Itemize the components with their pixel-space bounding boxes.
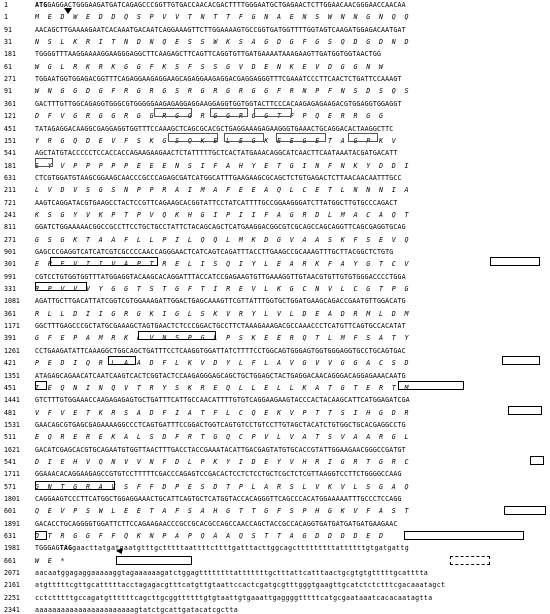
row-position-number: 661: [4, 556, 16, 565]
amino-acid-text: P E D I Q R L A A D F L K V D Y L F L A V G V V G G A C S D: [35, 359, 411, 368]
nucleotide-sequence-row: [0, 50, 550, 58]
row-position-number: 901: [4, 248, 16, 256]
row-position-number: 1531: [4, 420, 20, 429]
rg-motif-box: [35, 158, 53, 167]
amino-acid-text: W E *: [35, 556, 67, 565]
row-position-number: 91: [4, 25, 12, 34]
motif-IV-box-2: [35, 481, 115, 490]
utr-text: gaacttatgatgaatgtttgctttttaattttcttttgatttacttggcagctttttttttattttttgtgatgattg: [72, 544, 410, 553]
row-position-number: 151: [4, 136, 16, 145]
row-position-number: 811: [4, 223, 16, 232]
protein-sequence-row: [0, 458, 550, 466]
nucleotide-sequence-row: [0, 421, 550, 429]
row-position-number: 31: [4, 38, 12, 47]
amino-acid-text: G S G K T A A F L L P I L Q Q L M K D G V A A S K F S E V Q: [35, 235, 411, 244]
row-position-number: 2251: [4, 593, 20, 602]
motif-II-box: [35, 381, 47, 390]
row-position-number: 121: [4, 112, 16, 121]
row-position-number: 571: [4, 482, 16, 491]
nucleotide-text: GGATCTGGAAAAACGGCCGCCTTCCTGCTGCCTATTCTACAGCAGCTCATGAAGGACGGCGTCGCAGCCAGCAGGTTCAGCGAGGTGCAG: [35, 223, 406, 232]
row-position-number: 271: [4, 235, 16, 244]
amino-acid-text: Q E V P S W L E E T A F S A H G T T G F S P H G K V F A S T: [35, 507, 411, 516]
nucleotide-text: aacaatggagaggaaaaaggtagaaaaaagatctggagttttttttatttttttgctttattcatttaactgcgtgtgtttttgcatttta: [35, 569, 429, 578]
nucleotide-text: CGTCCTGTGGTGGTTTATGGAGGTACAAGCACAGGATTTACCATCCGAGAAGTGTTGAAAGGTTGTAACGTGTTGTGTGGGACCCCTGGA: [35, 272, 406, 281]
amino-acid-text: K S G Y V K P T P V Q K H G I P I I F A G R D L M A C A Q T: [35, 210, 411, 219]
amino-acid-text: W N G G D G F R G R G S R G R G R G G F R N P F N S D S Q S: [35, 87, 411, 96]
amino-acid-text: V F V E T K R S A D F I A T F L C Q E K V P T T S I H G D R: [35, 408, 411, 417]
rgg-motif-box: [276, 133, 326, 142]
row-position-number: 631: [4, 173, 16, 182]
row-position-number: 481: [4, 408, 16, 417]
nucleotide-text: AACAGCTTGAAAAGAATCACAAATGACAATCAGGAAAGTTCTTGGAAAAGTGCCGGTGATGGTTTTGGTAGTCAAGATGGAGACAATGAT: [35, 25, 406, 34]
coding-end-text: TGGGAG: [35, 544, 60, 553]
nucleotide-text: aaaaaaaaaaaaaaaaaaaaaaagtatctgcattgatacatcgctta: [35, 606, 239, 614]
nucleotide-text: AGCTATGTACCCCCTCCACCACCAGAAGAAGAACTCTATTTTTGCTCACTATGAAACAGGCATCAACTTCAATAAATACGATGACATT: [35, 149, 398, 158]
protein-sequence-row: [0, 409, 550, 417]
nucleotide-sequence-row: [0, 26, 550, 34]
protein-sequence-row: [0, 38, 550, 46]
row-position-number: 1: [4, 13, 8, 22]
motif-VI-box: [404, 531, 524, 540]
nucleotide-text: GTCTTTGTGGAAACCAAGAGAGAGTGCTGATTTCATTGCCAACATTTTGTGTCAGGAAGAAGTACCCACTACAAGCATTCATGGAGATCGA: [35, 396, 410, 405]
row-position-number: 2341: [4, 606, 20, 614]
row-position-number: 1711: [4, 470, 20, 479]
row-position-number: 451: [4, 383, 16, 392]
nucleotide-sequence-row: [0, 174, 550, 182]
nucleotide-text: [35, 544, 409, 552]
row-position-number: 721: [4, 198, 16, 207]
row-position-number: 1081: [4, 297, 20, 306]
nucleotide-sequence-row: [0, 446, 550, 454]
row-position-number: 331: [4, 285, 16, 294]
nucleotide-text: GACTTTGTTGGCAGAGGTGGGCGTGGGGGAAGAGAGGAGGAAGGAGGTGGTGGTACTTCCCACAAGAGAGAAGACGTGGAGGTGGAGGT: [35, 99, 402, 108]
utr-sequence-row: [0, 606, 550, 614]
nucleotide-sequence-row: [0, 149, 550, 157]
motif-I-box-start: [490, 257, 540, 266]
coding-sequence-text: GAGGACTGGGAAGATGATCAGAGCCCGGTTGTGACCAACACGACTTTTGGGAATGCTGAGAACTCTTGGAACAACGGGAACCAACAA: [47, 1, 406, 9]
protein-sequence-row: [0, 186, 550, 194]
row-position-number: 241: [4, 210, 16, 219]
rg-motif-box: [154, 108, 192, 117]
amino-acid-text: N S L K R I T N D N Q E S S W K S A G D G F G S Q D G D N D: [35, 38, 411, 47]
row-position-number: 511: [4, 433, 16, 442]
motif-sw-box: [116, 556, 192, 565]
row-position-number: 301: [4, 260, 16, 269]
amino-acid-text: W G L R K R K G G F K S F S S G V D E N K E V D G G N W: [35, 62, 386, 71]
utr-sequence-row: [0, 594, 550, 602]
motif-dead-box: [398, 381, 464, 390]
polyadenylation-signal-box: [450, 556, 490, 565]
protein-sequence-row: [0, 63, 550, 71]
protein-sequence-row: [0, 359, 550, 367]
row-position-number: 1621: [4, 445, 20, 454]
amino-acid-text: D F V G R G G R G G R G G R G G R G G T F P Q E R R G G: [35, 112, 386, 121]
rgg-motif-box: [168, 133, 218, 142]
row-position-number: 451: [4, 124, 16, 133]
row-position-number: 991: [4, 272, 16, 281]
rgg-motif-box: [224, 133, 264, 142]
nucleotide-sequence-row: [0, 1, 550, 9]
row-position-number: 1441: [4, 396, 20, 405]
nucleotide-text: ATAGAGCAGAACATCAATCAAGTCACTCGGTACTCCAAGAGGGAGCAGCTGCTGGAGCTACTGAGGACAACAGGGACAGGAGAAACAATG: [35, 371, 406, 380]
row-position-number: 1351: [4, 371, 20, 380]
nucleotide-text: GAACAGCGTGAGCGAGAAAAGGCCCTCAGTGATTTCCGGACTGGTCAGTGTCCTGTCCTTGTAGCTACATCTGTGGCTGCACGAGGCCTG: [35, 420, 406, 429]
amino-acid-text: I E Q N I N Q V T R Y S K R E Q L L E L L K A T G T E R T M: [35, 383, 411, 392]
stop-codon: TAG: [59, 544, 73, 553]
row-position-number: 1801: [4, 495, 20, 503]
nucleotide-sequence-row: [0, 544, 550, 552]
row-position-number: 541: [4, 457, 16, 466]
nucleotide-text: atgtttttcgttgcatttttacctagagacgtttcatgttgtaattccactcgatgcgtttgggtgaagttgcatctctctttcgacaaatagct: [35, 581, 446, 590]
row-position-number: 421: [4, 359, 16, 368]
nucleotide-sequence-row: [0, 495, 550, 503]
utr-sequence-row: [0, 569, 550, 577]
motif-Ia-box: [138, 331, 216, 340]
amino-acid-text: S Y V P P P P P E E E N S I F A H Y E T G I N F N K Y D D I: [35, 161, 411, 170]
nucleotide-sequence-row: [0, 273, 550, 281]
start-codon: ATG: [35, 1, 48, 9]
row-position-number: 181: [4, 50, 16, 59]
row-position-number: 271: [4, 75, 16, 84]
motif-V-box: [504, 506, 546, 515]
row-position-number: 91: [4, 87, 12, 96]
row-position-number: 2161: [4, 581, 20, 590]
nucleotide-sequence-row: [0, 125, 550, 133]
rgg-motif-box: [348, 133, 378, 142]
amino-acid-text: G N T G R A V S F F D P E S D T P L A R S L V K V L S G A Q: [35, 482, 411, 491]
nucleotide-text: GACATCGAGCACGTGCAGAATGTGGTTAACTTTGACCTACCGAAATACATTGACGAGTATGTGCACCGTATTGGAAGAACGGGCCGATGT: [35, 445, 406, 454]
nucleotide-sequence-row: [0, 199, 550, 207]
motif-III-box: [508, 406, 542, 415]
utr-sequence-row: [0, 581, 550, 589]
nucleotide-text: [35, 1, 406, 9]
protein-sequence-row: [0, 236, 550, 244]
nucleotide-sequence-row: [0, 322, 550, 330]
amino-acid-text: Y R G Q D E V F S K G S Q K E L E G K E E G E T A G P K V: [35, 136, 399, 145]
amino-acid-text: R L L D I I G R G K I G L S K V R Y L V L D E A D R M L D M: [35, 309, 411, 318]
amino-acid-text: G F E P A M R K L V N S P G L P S K E E R Q T L M F S A T Y: [35, 334, 411, 343]
protein-sequence-row: [0, 211, 550, 219]
row-position-number: 1981: [4, 544, 20, 553]
amino-acid-text: D T R G G F F Q K N P A P Q A A Q S T T A G D D D D E D: [35, 532, 386, 541]
nucleotide-sequence-row: [0, 470, 550, 478]
row-position-number: 1261: [4, 346, 20, 355]
row-position-number: 1891: [4, 519, 20, 528]
protein-sequence-row: [0, 137, 550, 145]
row-position-number: 541: [4, 149, 16, 158]
nucleotide-text: CCTGAAGATATTCAAAGGCTGGCAGCTGATTTCCTCAAGGTGGATTATCTTTTCCTGGCAGTGGGAGTGGTGGGAGGTGCCTGCAGTGAC: [35, 346, 406, 355]
nucleotide-text: CTCGTGGATGTAAGCGGAAGCAACCCGCCCAGAGCGATCATGGCATTTGAAGAAGCGCAGCTCTGTGAGACTCTTAACAACAATTTGCC: [35, 173, 402, 182]
rg-motif-box: [254, 108, 292, 117]
amino-acid-text: M E D W E D D Q S P V V T N T T F G N A E N S W N N G N Q Q: [35, 13, 411, 22]
primer-arrow-reverse: [116, 548, 122, 554]
nucleotide-sequence-row: [0, 75, 550, 83]
nucleotide-text: AAGTCAGGATACGTGAAGCCTACTCCGTTCAGAAGCACGGTATTCCTATCATTTTGCCGGAAGGGATCTTATGGCTTGTGCCCAGACT: [35, 198, 398, 207]
row-position-number: 61: [4, 62, 12, 71]
protein-sequence-row: [0, 162, 550, 170]
motif-Ib-box: [108, 356, 136, 365]
row-position-number: 631: [4, 532, 16, 541]
nucleotide-sequence-row: [0, 223, 550, 231]
row-position-number: 601: [4, 507, 16, 516]
row-position-number: 211: [4, 186, 16, 195]
row-position-number: 181: [4, 161, 16, 170]
row-position-number: 1171: [4, 322, 20, 331]
nucleotide-text: AGATTGCTTGACATTATCGGTCGTGGAAAGATTGGACTGAGCAAAGTTCGTTATTTGGTGCTGGATGAAGCAGACCGAATGTTGGACATG: [35, 297, 406, 306]
rg-motif-box: [210, 108, 248, 117]
nucleotide-sequence-row: [0, 248, 550, 256]
protein-sequence-row: [0, 334, 550, 342]
nucleotide-text: TATAGAGGACAAGGCGAGGAGGTGGTTTCCAAAGCTCAGCGCACGCTGAGGAAAGAGAAGGGTGAAACTGCAGGACACTAAGGCTTC: [35, 124, 394, 133]
nucleotide-sequence-row: [0, 520, 550, 528]
nucleotide-sequence-row: [0, 100, 550, 108]
row-position-number: 361: [4, 99, 16, 108]
primer-arrow-forward: [64, 8, 72, 14]
row-position-number: 1: [4, 1, 8, 9]
nucleotide-text: GGCTTTGAGCCCGCTATGCGAAAGCTAGTGAACTCTCCCGGACTGCCTTCTAAAGAAAGACGCCAAACCCTCATGTTCAGTGCCACATAT: [35, 322, 406, 331]
row-position-number: 391: [4, 334, 16, 343]
motif-Va-box: [35, 531, 47, 540]
nucleotide-text: GAGCCCGAGGTCATCATCGTCGCCCCAACCAGGGAACTCATCAGTCAGATTTACCTTGAAGCCGCAAAGTTTGCTTACGGCTCTGTG: [35, 248, 394, 256]
row-position-number: 361: [4, 309, 16, 318]
nucleotide-text: GACACCTGCAGGGGTGGATTCTTCCAGAAGAACCCGCCGCACGCCAGCCAACCAGCTACCGCCACAGGTGATGATGATGATGAAGAAC: [35, 519, 398, 528]
amino-acid-text: E P E V I I V A P T R E L I S Q I Y L E A R K F A Y G T C V: [35, 260, 411, 269]
protein-sequence-row: [0, 433, 550, 441]
amino-acid-text: E Q R E R E K A L S D F R T G Q C P V L V A T S V A A R G L: [35, 433, 411, 442]
motif-Ib-box-2: [502, 356, 540, 365]
protein-sequence-row: [0, 87, 550, 95]
protein-sequence-row: [0, 384, 550, 392]
nucleotide-text: TGGAATGGTGGAGACGGTTTCAGAGGAAGAGGAAGCAGAGGAAGAGGACGAGGAGGGTTTCGAAATCCCTTCAACTCTGATTCCAAAGT: [35, 75, 402, 84]
amino-acid-text: R P V V V Y G G T S T G F T I R E V L K G C N V L C G T P G: [35, 285, 411, 294]
nucleotide-sequence-row: [0, 396, 550, 404]
nucleotide-sequence-row: [0, 297, 550, 305]
nucleotide-text: CAGGAAGTCCCTTCATGGCTGGAGGAAACTGCATTCAGTGCTCATGGTACCACAGGGTTCAGCCCACATGGAAAAATTTGCCCTCCAGG: [35, 495, 402, 503]
nucleotide-sequence-row: [0, 347, 550, 355]
protein-sequence-row: [0, 310, 550, 318]
nucleotide-sequence-row: [0, 372, 550, 380]
motif-IV-box: [530, 456, 544, 465]
row-position-number: 2071: [4, 569, 20, 578]
amino-acid-text: L V D V S G S N P P R A I M A F E E A Q L C E T L N N N I A: [35, 186, 411, 195]
motif-Q-box: [50, 257, 158, 266]
nucleotide-text: cctctttttgccagatgttttttcagcttgcggttttttgtgtaattgtgaaattgaggggtttttcatgcgaataaatcacacaatagtta: [35, 593, 433, 602]
nucleotide-text: GGAAACACAGGAAGAGCCGTGTCCTTTTTCGACCCAGAGTCCGACACTCCTCTCCTGCTCGCTCTCGTTAAGGTCCTTCTGGGGCCAAG: [35, 470, 402, 479]
protein-sequence-row: [0, 13, 550, 21]
amino-acid-text: D I E H V Q N V V N F D L P K Y I D E Y V H R I G R T G R C: [35, 457, 411, 466]
protein-sequence-row: [0, 507, 550, 515]
nucleotide-text: TGGGGTTTAAGGAAAAGGAAGGGAGGCTTCAAGAGCTTCAGTTCAGGTGTTGATGAAAATAAAGAAGTTGATGGTGGTAACTGG: [35, 50, 382, 59]
motif-I-box-end: [35, 282, 87, 291]
